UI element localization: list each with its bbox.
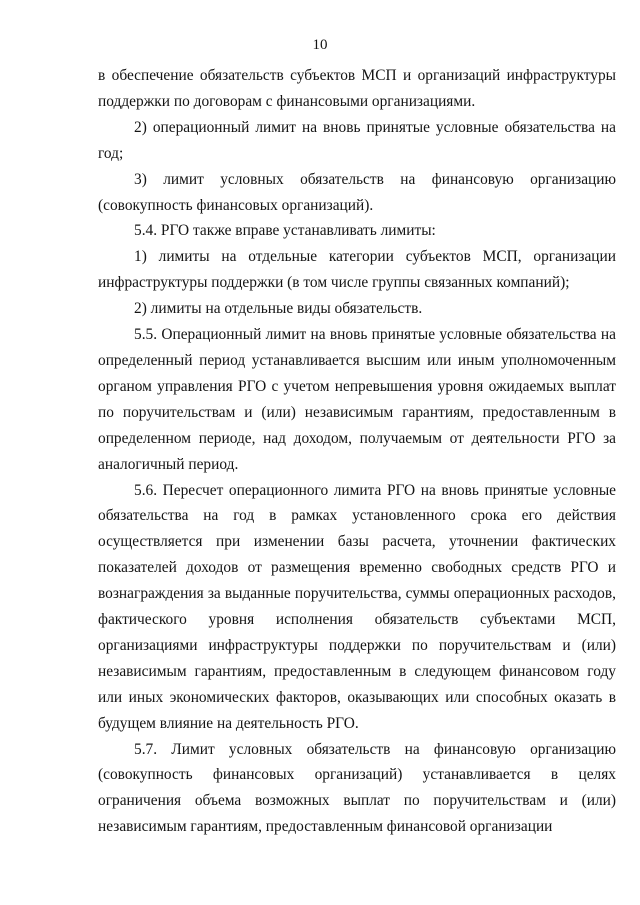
paragraph-5: 1) лимиты на отдельные категории субъектов МСП, организации инфраструктуры поддержки (в том числе группы связанных компаний); xyxy=(98,248,616,292)
paragraph-9: 5.7. Лимит условных обязательств на финансовую организацию (совокупность финансовых организаций) устанавливается в целях ограничения объема возможных выплат по поручительствам и (или) независимым гарантиям, предоставленным финансовой организации xyxy=(98,740,616,836)
paragraph-6: 2) лимиты на отдельные виды обязательств. xyxy=(134,300,423,318)
document-body xyxy=(98,63,616,840)
paragraph-2: 2) операционный лимит на вновь принятые условные обязательства на год; xyxy=(98,118,616,162)
page-number: 10 xyxy=(312,37,328,53)
paragraph-8: 5.6. Пересчет операционного лимита РГО на вновь принятые условные обязательства на год в рамках установленного срока его действия осуществляется при изменении базы расчета, уточнении фактических показателей доходов от размещения временно свободных средств РГО и вознаграждения за выданные поручительства, суммы операционных расходов, фактического уровня исполнения обязательств субъектами МСП, организациями инфраструктуры поддержки по поручительствам и (или) независимым гарантиям, предоставленным в следующем финансовом году или иных экономических факторов, оказывающих или способных оказать в будущем влияние на деятельность РГО. xyxy=(98,481,616,732)
paragraph-3: 3) лимит условных обязательств на финансовую организацию (совокупность финансовых организаций). xyxy=(98,170,616,214)
paragraph-4: 5.4. РГО также вправе устанавливать лимиты: xyxy=(134,222,436,240)
paragraph-1: в обеспечение обязательств субъектов МСП и организаций инфраструктуры поддержки по договорам с финансовыми организациями. xyxy=(98,67,616,110)
paragraph-7: 5.5. Операционный лимит на вновь принятые условные обязательства на определенный период устанавливается высшим или иным уполномоченным органом управления РГО с учетом непревышения уровня ожидаемых выплат по поручительствам и (или) независимым гарантиям, предоставленным в определенном периоде, над доходом, получаемым от деятельности РГО за аналогичный период. xyxy=(98,326,616,473)
